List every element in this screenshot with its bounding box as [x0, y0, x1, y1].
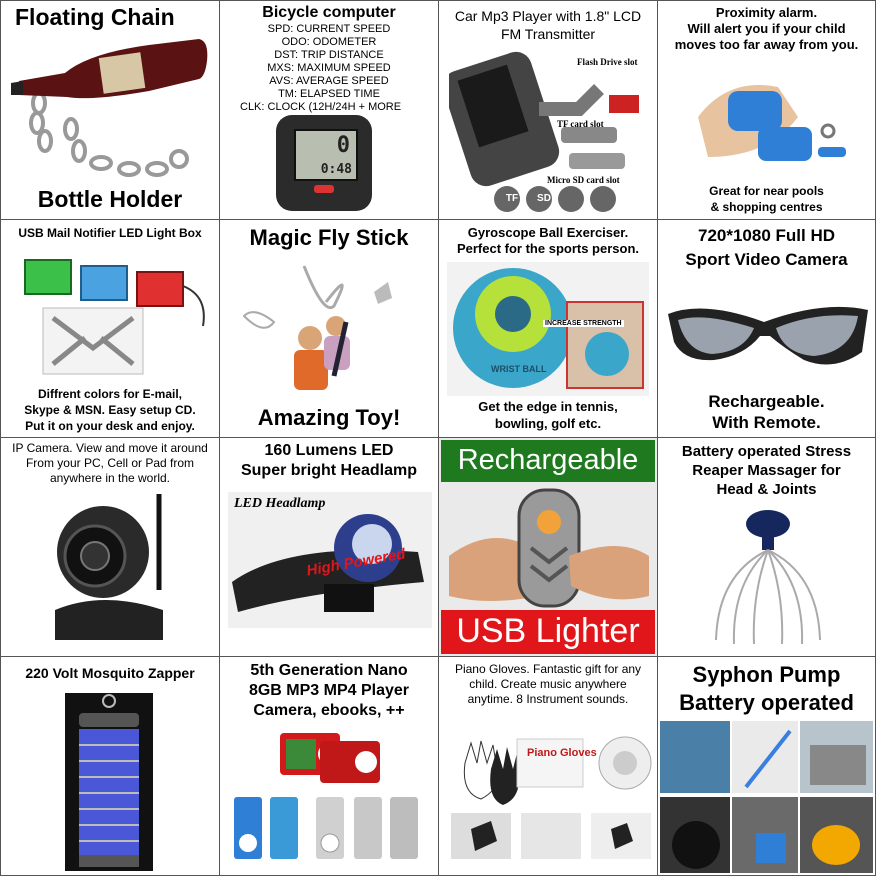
product-subtitle: Bottle Holder [37, 186, 183, 212]
cell-video-sunglasses[interactable] [657, 219, 876, 438]
spec-line: DST: TRIP DISTANCE [274, 49, 384, 61]
cell-car-mp3[interactable] [438, 0, 658, 220]
product-text: Put it on your desk and enjoy. [25, 419, 195, 433]
cell-piano-gloves[interactable] [438, 656, 658, 876]
cell-gyroscope-ball[interactable] [438, 219, 658, 438]
label-piano-gloves: Piano Gloves [527, 747, 597, 759]
nano-players-image [230, 727, 430, 867]
lcd-time: 0:48 [320, 162, 352, 177]
wine-bottle-icon [11, 39, 207, 98]
lens-icon [81, 542, 109, 570]
product-text: Reaper Massager for [692, 462, 841, 479]
usb-badge-icon [590, 186, 616, 212]
product-title: Proximity alarm. [715, 5, 818, 20]
product-title: IP Camera. View and move it around [12, 441, 208, 455]
product-text: moves too far away from you. [674, 37, 859, 52]
product-text: Skype & MSN. Easy setup CD. [24, 403, 196, 417]
button-icon [314, 185, 334, 193]
cell-led-headlamp[interactable] [219, 437, 439, 657]
flying-tinsel-icon [304, 266, 342, 308]
product-text: Head & Joints [716, 481, 817, 498]
spec-line: MXS: MAXIMUM SPEED [267, 62, 391, 74]
product-subtitle: Super bright Headlamp [240, 462, 418, 479]
cell-usb-mail-notifier[interactable] [0, 219, 220, 438]
product-text: anytime. 8 Instrument sounds. [467, 692, 629, 706]
wine-bottle-chain-image [9, 33, 214, 183]
product-text: From your PC, Cell or Pad from [25, 456, 195, 470]
lcd-screen [294, 129, 358, 181]
zapper-image [65, 693, 153, 871]
product-title: Car Mp3 Player with 1.8" LCD [454, 8, 642, 24]
cell-syphon-pump[interactable] [657, 656, 876, 876]
hook-icon [103, 695, 115, 707]
product-text: child. Create music anywhere [469, 677, 627, 691]
product-title: Piano Gloves. Fantastic gift for any [454, 662, 642, 676]
product-subtitle: FM Transmitter [500, 26, 596, 42]
wrist-alarm-image [688, 57, 858, 177]
fly-stick-image [234, 256, 424, 406]
led-boxes-image [23, 256, 213, 381]
product-title: 720*1080 Full HD [697, 226, 835, 245]
cell-usb-lighter[interactable] [438, 437, 658, 657]
product-text: Great for near pools [709, 184, 824, 198]
cell-magic-fly-stick[interactable] [219, 219, 439, 438]
cell-mosquito-zapper[interactable] [0, 656, 220, 876]
label-high-powered: High Powered [305, 545, 407, 580]
product-title: Syphon Pump [692, 662, 841, 687]
label-increase-strength: INCREASE STRENGTH [545, 320, 622, 327]
mail-icon [43, 308, 143, 374]
product-title: Rechargeable [457, 444, 639, 476]
massager-image [708, 504, 828, 648]
product-title: Battery operated Stress [681, 443, 852, 460]
cell-bicycle-computer[interactable] [219, 0, 439, 220]
spec-line: CLK: CLOCK (12H/24H + MORE [240, 101, 402, 113]
label-microsd-slot: Micro SD card slot [547, 175, 620, 185]
product-text: bowling, golf etc. [494, 416, 602, 431]
product-text: Will alert you if your child [687, 21, 846, 36]
spec-line: ODO: ODOMETER [281, 36, 377, 48]
product-text: Perfect for the sports person. [456, 241, 640, 256]
product-text: Get the edge in tennis, [478, 399, 618, 414]
product-text: anywhere in the world. [49, 471, 171, 485]
sunglasses-image [664, 282, 870, 392]
product-text: Diffrent colors for E-mail, [37, 387, 183, 401]
massager-handle-icon [746, 510, 790, 538]
product-title: Floating Chain [15, 4, 175, 30]
product-subtitle: Battery operated [679, 690, 854, 715]
spec-line: SPD: CURRENT SPEED [267, 23, 391, 35]
product-title: 220 Volt Mosquito Zapper [25, 665, 195, 681]
product-text: With Remote. [712, 413, 821, 432]
lighter-icon [519, 490, 579, 606]
product-title: USB Mail Notifier LED Light Box [18, 226, 202, 240]
product-title: Bicycle computer [262, 4, 396, 21]
product-title: Gyroscope Ball Exerciser. [467, 225, 629, 240]
product-text: Rechargeable. [708, 392, 825, 411]
cell-floating-chain[interactable] [0, 0, 220, 220]
product-title: 160 Lumens LED [264, 442, 394, 459]
label-tf-slot: TF card slot [557, 119, 604, 129]
product-title: 5th Generation Nano [250, 662, 408, 679]
product-text: & shopping centres [710, 200, 823, 214]
spec-line: TM: ELAPSED TIME [278, 88, 380, 100]
badge-tf: TF [505, 193, 519, 204]
badge-sd: SD [537, 193, 551, 204]
label-flash-slot: Flash Drive slot [577, 57, 638, 67]
product-subtitle: USB Lighter [456, 612, 640, 650]
piano-gloves-image [447, 733, 653, 863]
lcd-speed: 0 [336, 133, 350, 158]
ip-camera-image [39, 490, 179, 650]
syphon-pump-image [660, 721, 873, 873]
product-subtitle: Amazing Toy! [257, 405, 401, 430]
product-text: 8GB MP3 MP4 Player [248, 682, 410, 699]
headlamp-image [228, 492, 432, 628]
cell-proximity-alarm[interactable] [657, 0, 876, 220]
wrist-ball-image [447, 262, 649, 396]
cell-ip-camera[interactable] [0, 437, 220, 657]
product-title: Magic Fly Stick [249, 225, 409, 250]
product-subtitle: Sport Video Camera [685, 250, 848, 269]
cell-nano-player[interactable] [219, 656, 439, 876]
card-badge-icon [558, 186, 584, 212]
label-led-headlamp: LED Headlamp [234, 496, 326, 511]
spec-line: AVS: AVERAGE SPEED [269, 75, 389, 87]
bike-computer-image [276, 115, 372, 211]
product-text: Camera, ebooks, ++ [253, 702, 405, 719]
cell-head-massager[interactable] [657, 437, 876, 657]
usb-lighter-image [449, 486, 649, 608]
label-wrist-ball: WRIST BALL [491, 364, 547, 374]
chain-icon [31, 93, 187, 175]
